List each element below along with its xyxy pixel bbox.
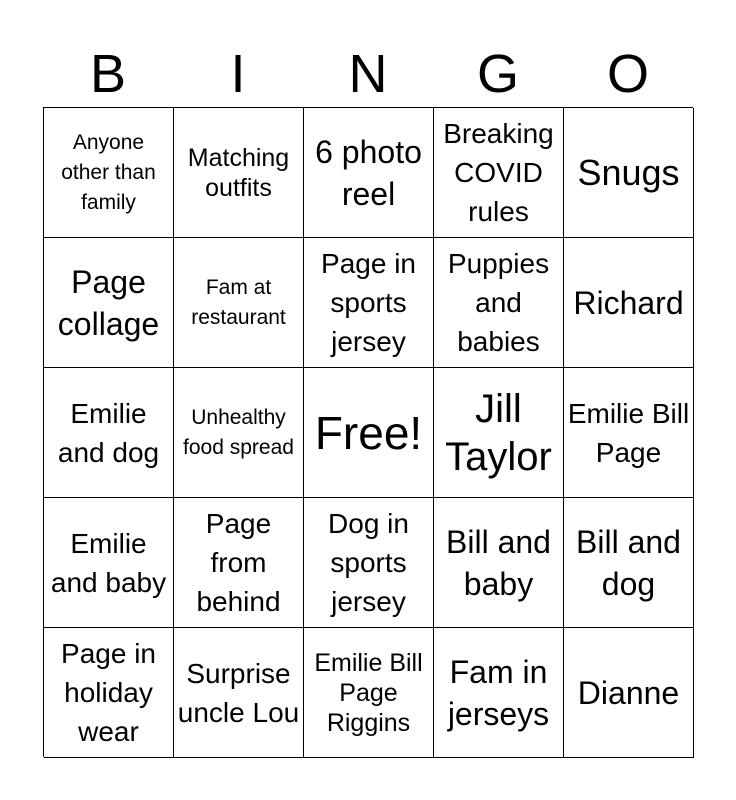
free-space-cell[interactable]: [304, 368, 434, 498]
bingo-cell[interactable]: [434, 628, 564, 758]
bingo-cell-text: Page collage: [57, 263, 160, 342]
bingo-cell[interactable]: [174, 238, 304, 368]
bingo-cell[interactable]: [304, 238, 434, 368]
bingo-cell-text: Page from behind: [196, 508, 281, 617]
bingo-cell[interactable]: [564, 238, 694, 368]
bingo-cell-text: Unhealthy food spread: [183, 405, 294, 459]
bingo-cell-text: Fam at restaurant: [191, 275, 286, 329]
bingo-cell[interactable]: [564, 498, 694, 628]
bingo-cell[interactable]: [44, 108, 174, 238]
header-letter-b: B: [89, 44, 127, 104]
bingo-cell-text: Anyone other than family: [61, 130, 156, 214]
bingo-cell-text: Puppies and babies: [447, 248, 550, 357]
bingo-cell[interactable]: [564, 108, 694, 238]
bingo-cell-text: Dianne: [577, 674, 680, 711]
bingo-cell-text: Page in sports jersey: [321, 248, 416, 357]
bingo-card-grid: [43, 107, 693, 757]
bingo-cell-text: Emilie and baby: [50, 527, 167, 598]
bingo-cell[interactable]: [44, 368, 174, 498]
bingo-cell-text: Breaking COVID rules: [443, 118, 554, 227]
bingo-cell-text: Richard: [573, 284, 684, 321]
bingo-cell[interactable]: [434, 368, 564, 498]
bingo-cell-text: Jill Taylor: [445, 386, 552, 479]
bingo-cell-text: Bill and dog: [576, 523, 681, 602]
bingo-cell[interactable]: [174, 628, 304, 758]
bingo-cell-text: Emilie and dog: [57, 397, 160, 468]
bingo-cell[interactable]: [174, 108, 304, 238]
bingo-cell[interactable]: [174, 368, 304, 498]
bingo-cell-text: Emilie Bill Page Riggins: [314, 648, 423, 737]
header-letter-i: I: [230, 44, 246, 104]
bingo-cell-text: Bill and baby: [446, 523, 551, 602]
header-letter-o: O: [606, 44, 649, 104]
bingo-cell-text: Page in holiday wear: [61, 638, 156, 747]
bingo-cell[interactable]: [434, 238, 564, 368]
bingo-header: [43, 40, 693, 108]
bingo-cell[interactable]: [564, 628, 694, 758]
bingo-cell-text: Surprise uncle Lou: [177, 657, 300, 728]
bingo-cell-text: Fam in jerseys: [447, 653, 550, 732]
bingo-cell-text: Matching outfits: [187, 143, 290, 202]
bingo-cell-text: Dog in sports jersey: [328, 508, 409, 617]
header-letter-n: N: [348, 44, 388, 104]
bingo-cell-text: Emilie Bill Page: [567, 397, 690, 468]
header-letter-g: G: [476, 44, 519, 104]
bingo-cell[interactable]: [434, 498, 564, 628]
bingo-cell[interactable]: [564, 368, 694, 498]
bingo-cell[interactable]: [304, 108, 434, 238]
bingo-cell[interactable]: [434, 108, 564, 238]
bingo-cell-text: Snugs: [577, 151, 680, 193]
bingo-cell[interactable]: [304, 628, 434, 758]
bingo-cell[interactable]: [44, 498, 174, 628]
bingo-cell-text: 6 photo reel: [315, 133, 422, 212]
bingo-cell[interactable]: [44, 238, 174, 368]
bingo-cell[interactable]: [304, 498, 434, 628]
bingo-cell-text: Free!: [314, 406, 423, 459]
bingo-cell[interactable]: [44, 628, 174, 758]
bingo-cell[interactable]: [174, 498, 304, 628]
